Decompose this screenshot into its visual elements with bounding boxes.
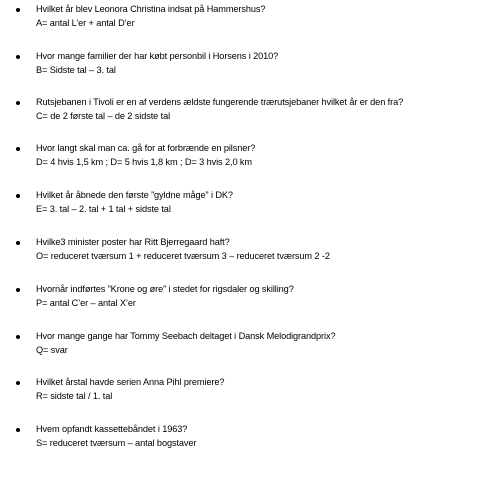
bullet-icon bbox=[16, 288, 20, 292]
formula-text: P= antal C’er – antal X’er bbox=[36, 298, 136, 308]
formula-text: C= de 2 første tal – de 2 sidste tal bbox=[36, 111, 171, 121]
formula-text: E= 3. tal – 2. tal + 1 tal + sidste tal bbox=[36, 204, 171, 214]
question-text: Rutsjebanen i Tivoli er en af verdens ældste fungerende trærutsjebaner hvilket år er den fra? bbox=[36, 97, 404, 107]
question-text: Hvilket år åbnede den første ”gyldne måge” i DK? bbox=[36, 190, 233, 200]
question-text: Hvem opfandt kassettebåndet i 1963? bbox=[36, 424, 188, 434]
formula-text: O= reduceret tværsum 1 + reduceret tværsum 3 – reduceret tværsum 2 -2 bbox=[36, 251, 330, 261]
formula-text: D= 4 hvis 1,5 km ; D= 5 hvis 1,8 km ; D= 3 hvis 2,0 km bbox=[36, 157, 252, 167]
bullet-icon bbox=[16, 194, 20, 198]
bullet-icon bbox=[16, 428, 20, 432]
bullet-icon bbox=[16, 241, 20, 245]
question-text: Hvilke3 minister poster har Ritt Bjerregaard haft? bbox=[36, 237, 230, 247]
bullet-icon bbox=[16, 101, 20, 105]
bullet-icon bbox=[16, 8, 20, 12]
bullet-icon bbox=[16, 147, 20, 151]
formula-text: A= antal L’er + antal D’er bbox=[36, 18, 135, 28]
question-text: Hvor langt skal man ca. gå for at forbrænde en pilsner? bbox=[36, 143, 256, 153]
question-text: Hvor mange familier der har købt personbil i Horsens i 2010? bbox=[36, 51, 279, 61]
formula-text: B= Sidste tal – 3. tal bbox=[36, 65, 116, 75]
formula-text: R= sidste tal / 1. tal bbox=[36, 391, 113, 401]
bullet-icon bbox=[16, 381, 20, 385]
question-text: Hvornår indførtes ”Krone og øre” i stedet for rigsdaler og skilling? bbox=[36, 284, 294, 294]
bullet-icon bbox=[16, 55, 20, 59]
question-text: Hvilket år blev Leonora Christina indsat på Hammershus? bbox=[36, 4, 266, 14]
bullet-icon bbox=[16, 335, 20, 339]
question-text: Hvor mange gange har Tommy Seebach deltaget i Dansk Melodigrandprix? bbox=[36, 331, 336, 341]
formula-text: Q= svar bbox=[36, 345, 68, 355]
question-text: Hvilket årstal havde serien Anna Pihl premiere? bbox=[36, 377, 225, 387]
formula-text: S= reduceret tværsum – antal bogstaver bbox=[36, 438, 197, 448]
